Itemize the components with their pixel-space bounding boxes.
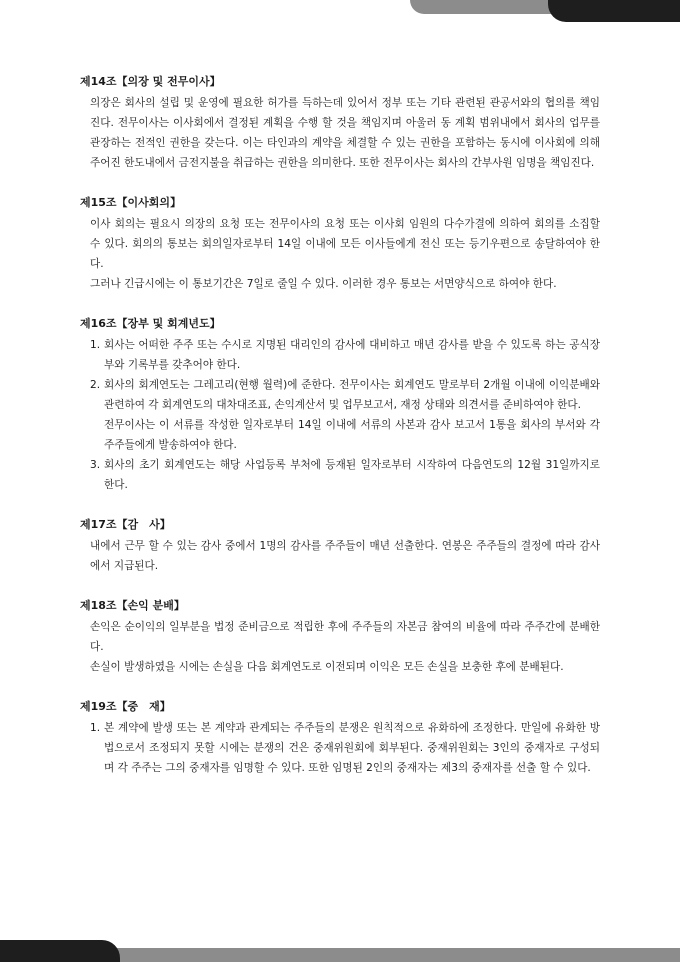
- list-continuation: 전무이사는 이 서류를 작성한 일자로부터 14일 이내에 서류의 사본과 감사 보고서 1통을 회사의 부서와 각 주주들에게 발송하여야 한다.: [104, 419, 600, 451]
- article-heading: 제18조【손익 분배】: [80, 599, 185, 612]
- list-number: 1.: [90, 339, 101, 351]
- list-text: 본 계약에 발생 또는 본 계약과 관계되는 주주들의 분쟁은 원칙적으로 유화하에 조정한다. 만일에 유화한 방법으로서 조정되지 못할 시에는 분쟁의 건은 중재위원회에 회부된다. 중재위원회는 3인의 중재자로 구성되며 각 주주는 그의 중재자를 임명할 수 있다. 또한 임명된 2인의 중재자는 제3의 중재자를 선출 할 수 있다.: [104, 722, 600, 774]
- footer-decoration-gray: [100, 948, 680, 962]
- list-number: 3.: [90, 459, 101, 471]
- header-decoration-black: [548, 0, 680, 22]
- list-number: 1.: [90, 722, 101, 734]
- list-item: [80, 375, 600, 455]
- article-16: [80, 316, 600, 495]
- list-item: [80, 718, 600, 778]
- article-14: [80, 74, 600, 173]
- article-paragraph: 손실이 발생하였을 시에는 손실을 다음 회계연도로 이전되며 이익은 모든 손실을 보충한 후에 분배된다.: [90, 661, 564, 673]
- article-heading: 제16조【장부 및 회계년도】: [80, 317, 221, 330]
- document-body: [80, 74, 600, 800]
- article-heading: 제17조【감 사】: [80, 518, 171, 531]
- article-list: [80, 718, 600, 778]
- list-item: [80, 335, 600, 375]
- list-number: 2.: [90, 379, 101, 391]
- list-text: 회사의 회계연도는 그레고리(현행 월력)에 준한다. 전무이사는 회계연도 말로부터 2개월 이내에 이익분배와 관련하여 각 회계연도의 대차대조표, 손익계산서 및 업무보고서, 재정 상태와 의견서를 준비하여야 한다.: [104, 379, 600, 411]
- article-15: [80, 195, 600, 294]
- article-18: [80, 598, 600, 677]
- article-paragraph: 이사 회의는 필요시 의장의 요청 또는 전무이사의 요청 또는 이사회 임원의 다수가결에 의하여 회의를 소집할 수 있다. 회의의 통보는 회의일자로부터 14일 이내에 모든 이사들에게 전신 또는 등기우편으로 송달하여야 한다.: [90, 218, 600, 270]
- article-heading: 제19조【중 재】: [80, 700, 171, 713]
- article-paragraph: 손익은 순이익의 일부분을 법정 준비금으로 적립한 후에 주주들의 자본금 참여의 비율에 따라 주주간에 분배한다.: [90, 621, 600, 653]
- article-heading: 제15조【이사회의】: [80, 196, 182, 209]
- list-text: 회사의 초기 회계연도는 해당 사업등록 부처에 등재된 일자로부터 시작하여 다음연도의 12월 31일까지로 한다.: [104, 459, 600, 491]
- list-item: [80, 455, 600, 495]
- article-paragraph: 내에서 근무 할 수 있는 감사 중에서 1명의 감사를 주주들이 매년 선출한다. 연봉은 주주들의 결정에 따라 감사에서 지급된다.: [90, 540, 600, 572]
- article-paragraph: 그러나 긴급시에는 이 통보기간은 7일로 줄일 수 있다. 이러한 경우 통보는 서면양식으로 하여야 한다.: [90, 278, 557, 290]
- article-19: [80, 699, 600, 778]
- footer-decoration-black: [0, 940, 120, 962]
- article-heading: 제14조【의장 및 전무이사】: [80, 75, 221, 88]
- article-17: [80, 517, 600, 576]
- article-list: [80, 335, 600, 495]
- list-text: 회사는 어떠한 주주 또는 수시로 지명된 대리인의 감사에 대비하고 매년 감사를 받을 수 있도록 하는 공식장부와 기록부를 갖추어야 한다.: [104, 339, 600, 371]
- article-paragraph: 의장은 회사의 설립 및 운영에 필요한 허가를 득하는데 있어서 정부 또는 기타 관련된 관공서와의 협의를 책임진다. 전무이사는 이사회에서 결정된 계획을 수행 할 것을 책임지며 아울러 동 계획 범위내에서 회사의 업무를 관장하는 전적인 권한을 갖는다. 이는 타인과의 계약을 체결할 수 있는 권한을 포함하는 동시에 이사회에 의해 주어진 한도내에서 금전지불을 취급하는 권한을 의미한다. 또한 전무이사는 회사의 간부사원 임명을 책임진다.: [90, 97, 600, 169]
